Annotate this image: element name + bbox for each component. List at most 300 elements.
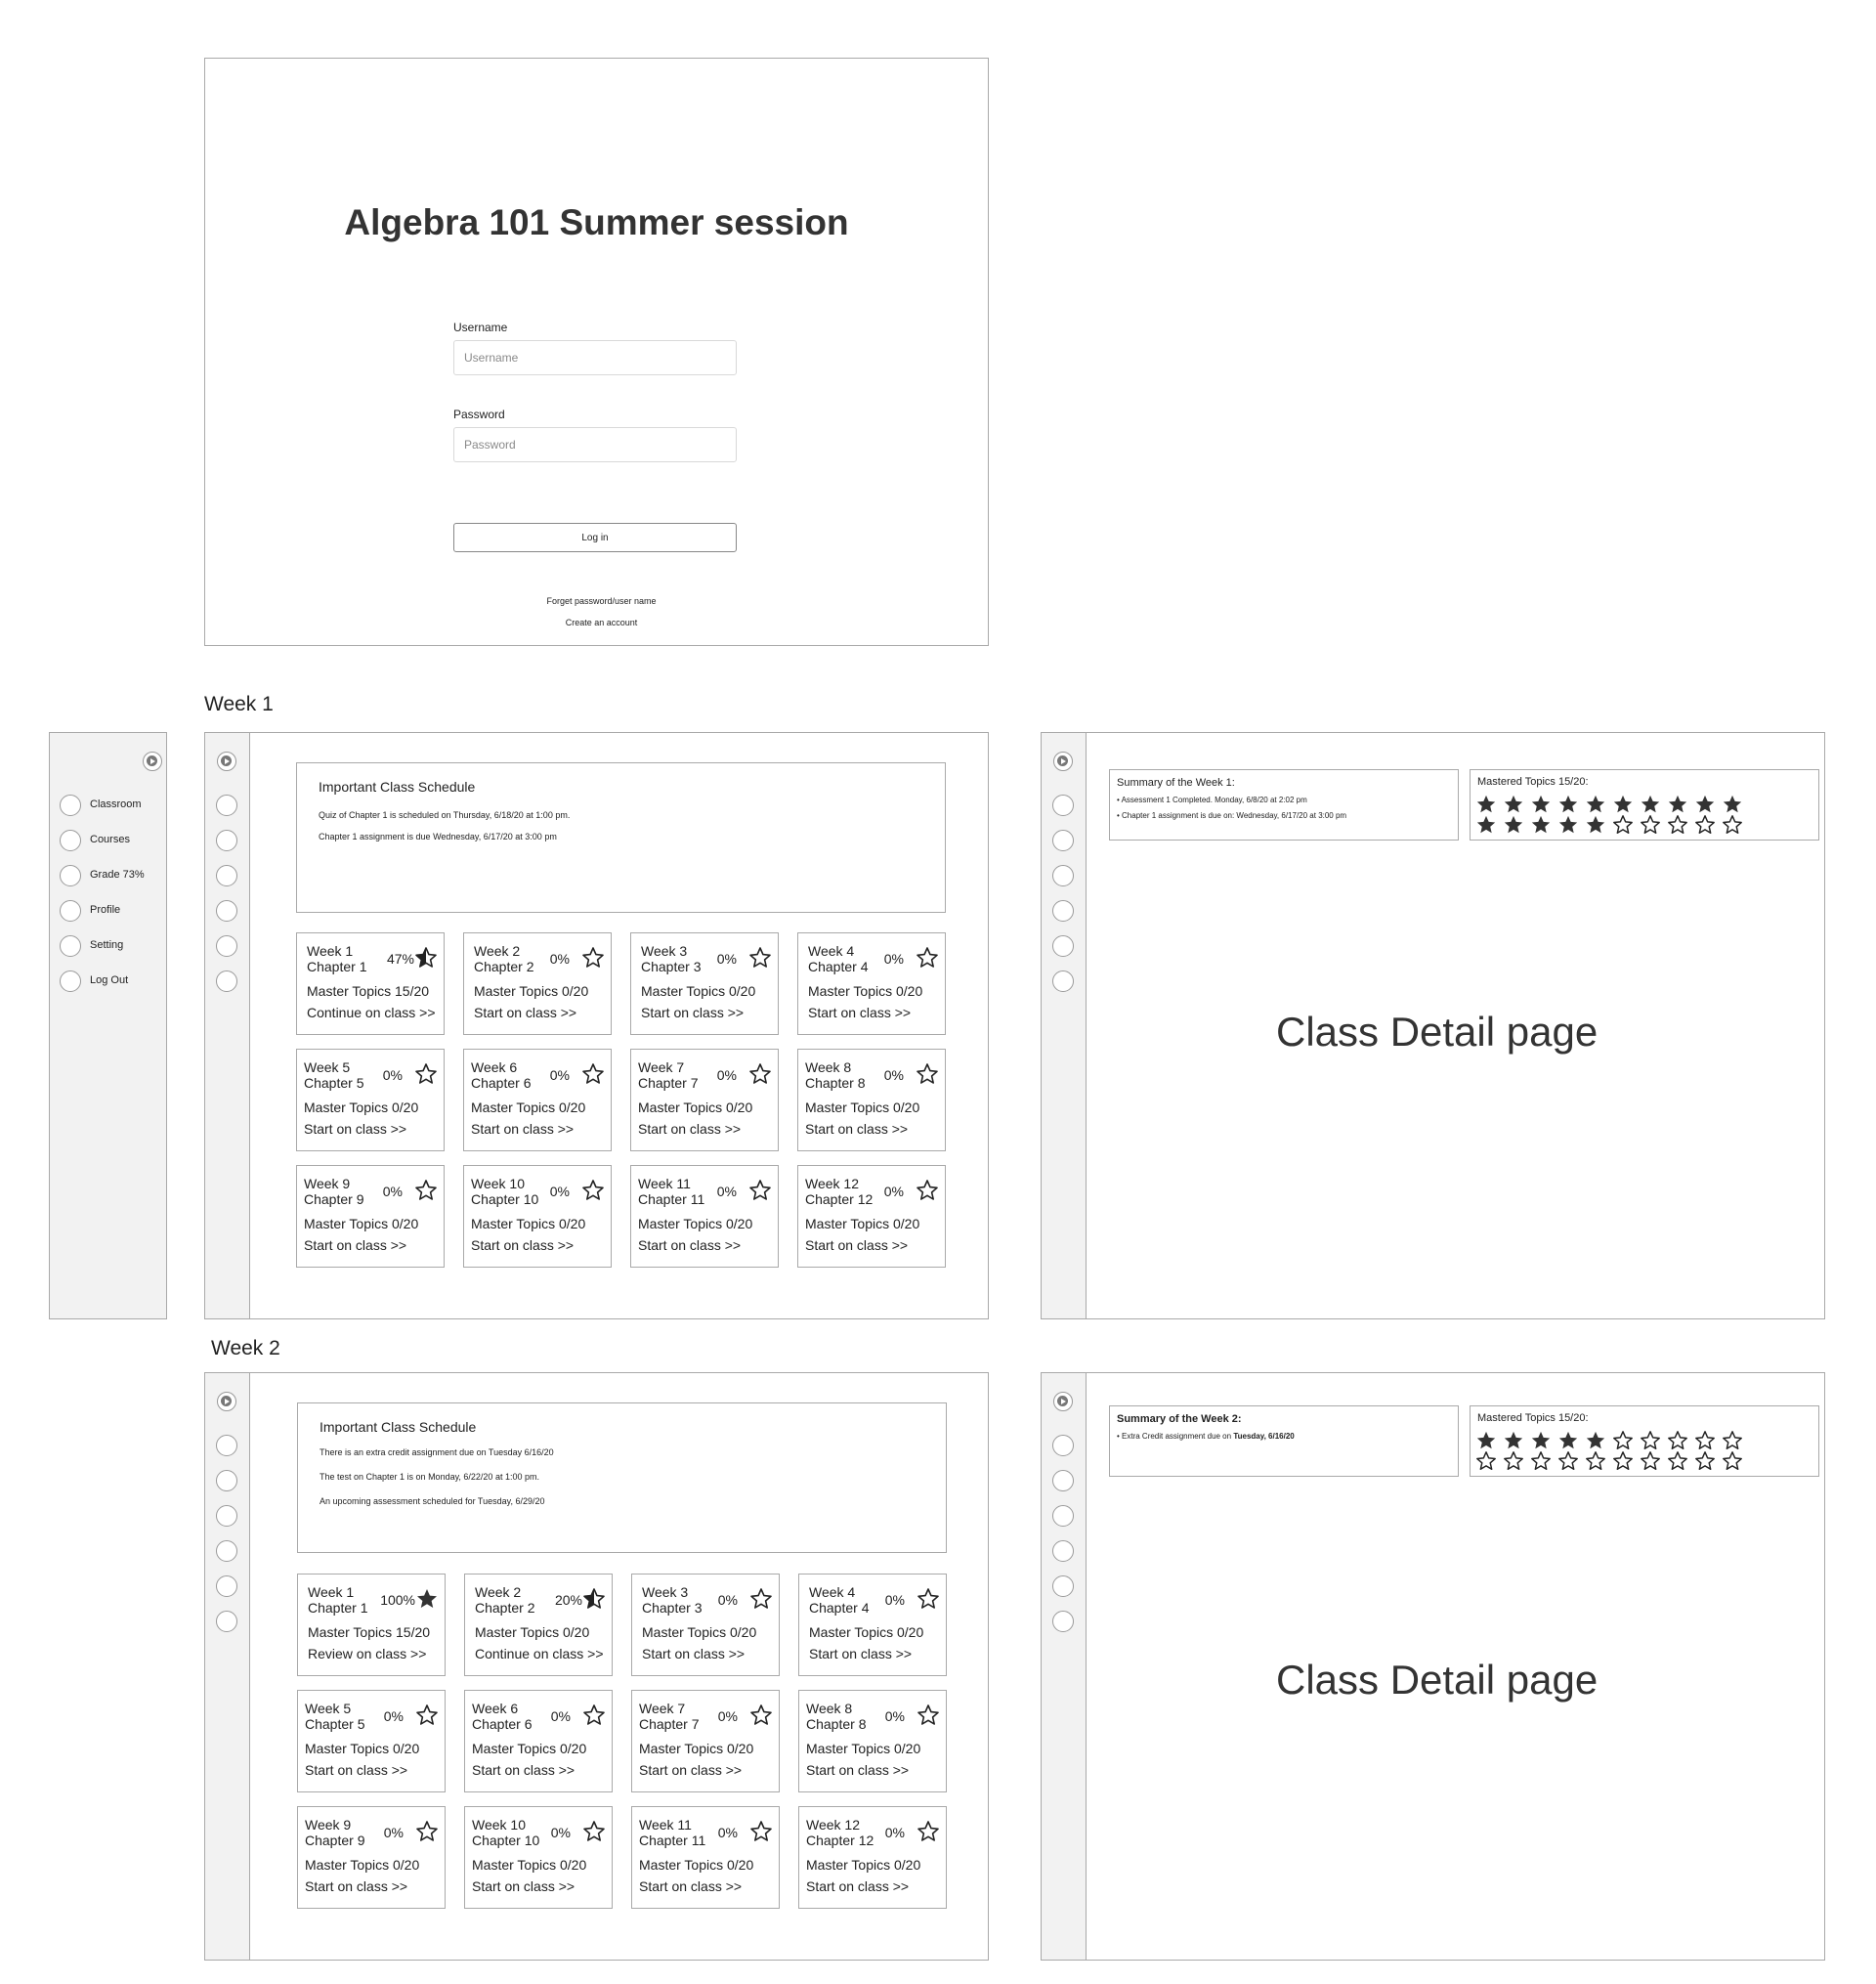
star-empty-icon (748, 1062, 772, 1086)
week-card[interactable] (631, 1574, 780, 1676)
star-empty-icon (917, 1587, 940, 1611)
mastered-topics-label: Mastered Topics 15/20: (1477, 776, 1589, 788)
icon-rail (205, 1373, 250, 1960)
progress-star-icon (749, 1587, 773, 1611)
card-progress: 0% (717, 1825, 738, 1840)
summary-title: Summary of the Week 2: (1117, 1413, 1242, 1425)
week-summary-box (1109, 769, 1459, 841)
card-progress: 0% (717, 1592, 738, 1608)
rail-nav-icon[interactable] (1052, 1505, 1074, 1527)
star-half-icon (582, 1587, 606, 1611)
mastered-star-icon (1694, 794, 1716, 815)
username-input[interactable] (453, 340, 737, 375)
week-card[interactable] (798, 1690, 947, 1792)
card-master-topics: Master Topics 0/20 (639, 1857, 754, 1873)
progress-star-icon (916, 1179, 939, 1202)
week-card[interactable] (297, 1574, 446, 1676)
mastered-star-icon (1475, 794, 1497, 815)
mastered-star-icon (1475, 1450, 1497, 1472)
expand-arrow-icon[interactable] (1053, 752, 1073, 771)
star-full-icon (415, 1587, 439, 1611)
card-start-link[interactable]: Start on class >> (474, 1005, 577, 1020)
card-progress: 0% (549, 1184, 570, 1199)
card-chapter: Chapter 9 (305, 1833, 365, 1848)
rail-nav-icon[interactable] (216, 1435, 237, 1456)
mastered-star-icon (1722, 814, 1743, 836)
progress-star-icon (916, 946, 939, 970)
card-progress: 0% (549, 1067, 570, 1083)
mastered-star-icon (1585, 814, 1606, 836)
card-start-link[interactable]: Start on class >> (805, 1237, 909, 1253)
card-progress: 0% (382, 1067, 403, 1083)
card-title (305, 1817, 364, 1848)
schedule-line: The test on Chapter 1 is on Monday, 6/22/20 at 1:00 pm. (320, 1472, 539, 1482)
mastered-star-icon (1503, 1430, 1524, 1451)
progress-star-icon (581, 1062, 605, 1086)
week-card[interactable] (296, 1049, 445, 1151)
star-empty-icon (916, 946, 939, 970)
card-week: Week 12 (805, 1176, 859, 1191)
week-card[interactable] (630, 1049, 779, 1151)
card-start-link[interactable]: Start on class >> (642, 1646, 746, 1661)
card-master-topics: Master Topics 0/20 (474, 983, 589, 999)
mastered-star-icon (1694, 814, 1716, 836)
nav-circle-icon (60, 900, 81, 922)
mastered-star-icon (1557, 814, 1579, 836)
mastered-stars-row (1475, 1430, 1743, 1451)
card-title (472, 1817, 539, 1848)
star-half-icon (414, 946, 438, 970)
rail-nav-icon[interactable] (1052, 900, 1074, 922)
login-button[interactable]: Log in (453, 523, 737, 552)
card-title (475, 1584, 534, 1616)
card-master-topics: Master Topics 0/20 (805, 1216, 920, 1231)
card-start-link[interactable]: Start on class >> (638, 1121, 742, 1137)
card-week: Week 9 (304, 1176, 351, 1191)
mastered-star-icon (1667, 814, 1688, 836)
star-empty-icon (917, 1820, 940, 1843)
rail-nav-icon[interactable] (1052, 1540, 1074, 1562)
card-week: Week 1 (307, 943, 354, 959)
card-chapter: Chapter 6 (472, 1716, 533, 1732)
card-master-topics: Master Topics 0/20 (809, 1624, 924, 1640)
card-start-link[interactable]: Start on class >> (638, 1237, 742, 1253)
mastered-star-icon (1475, 814, 1497, 836)
rail-nav-icon[interactable] (216, 865, 237, 886)
progress-star-icon (415, 1704, 439, 1727)
card-progress: 0% (549, 951, 570, 967)
card-start-link[interactable]: Start on class >> (809, 1646, 913, 1661)
star-empty-icon (581, 1179, 605, 1202)
card-title (638, 1059, 698, 1091)
rail-nav-icon[interactable] (1052, 1575, 1074, 1597)
schedule-line: Chapter 1 assignment is due Wednesday, 6/17/20 at 3:00 pm (319, 832, 557, 841)
card-start-link[interactable]: Start on class >> (806, 1878, 910, 1894)
mastered-star-icon (1722, 1450, 1743, 1472)
star-empty-icon (582, 1704, 606, 1727)
mastered-stars-row (1475, 794, 1743, 815)
week-summary-box (1109, 1405, 1459, 1477)
progress-star-icon (749, 1820, 773, 1843)
mastered-star-icon (1612, 794, 1634, 815)
card-master-topics: Master Topics 0/20 (472, 1741, 587, 1756)
rail-nav-icon[interactable] (1052, 935, 1074, 957)
progress-star-icon (748, 1062, 772, 1086)
mastered-star-icon (1640, 1430, 1661, 1451)
card-progress: 0% (717, 1708, 738, 1724)
star-empty-icon (749, 1587, 773, 1611)
card-week: Week 8 (806, 1701, 853, 1716)
card-title (472, 1701, 532, 1732)
card-progress: 0% (884, 1592, 905, 1608)
mastered-star-icon (1722, 1430, 1743, 1451)
card-week: Week 4 (808, 943, 855, 959)
week2-label: Week 2 (211, 1337, 280, 1359)
card-master-topics: Master Topics 0/20 (638, 1216, 753, 1231)
progress-star-icon (581, 946, 605, 970)
week-card[interactable] (297, 1690, 446, 1792)
progress-star-icon (414, 946, 438, 970)
rail-nav-icon[interactable] (216, 935, 237, 957)
card-week: Week 2 (475, 1584, 522, 1600)
progress-star-icon (748, 946, 772, 970)
star-empty-icon (916, 1179, 939, 1202)
card-title (639, 1701, 699, 1732)
mastered-star-icon (1585, 1430, 1606, 1451)
card-progress: 0% (716, 1184, 737, 1199)
card-progress: 0% (884, 1825, 905, 1840)
card-chapter: Chapter 5 (304, 1075, 364, 1091)
card-start-link[interactable]: Start on class >> (806, 1762, 910, 1778)
card-title (639, 1817, 705, 1848)
create-account-link[interactable]: Create an account (565, 618, 638, 627)
card-master-topics: Master Topics 0/20 (806, 1857, 921, 1873)
card-master-topics: Master Topics 0/20 (475, 1624, 590, 1640)
star-empty-icon (581, 946, 605, 970)
card-progress: 100% (380, 1592, 415, 1608)
progress-star-icon (582, 1704, 606, 1727)
mastered-star-icon (1503, 814, 1524, 836)
sidebar-item-label: Courses (90, 834, 130, 845)
card-title (806, 1817, 874, 1848)
nav-circle-icon (60, 970, 81, 992)
nav-circle-icon (60, 795, 81, 816)
card-title (805, 1176, 873, 1207)
card-start-link[interactable]: Start on class >> (472, 1878, 576, 1894)
card-master-topics: Master Topics 0/20 (305, 1857, 420, 1873)
rail-nav-icon[interactable] (216, 970, 237, 992)
summary-line: • Chapter 1 assignment is due on: Wednesday, 6/17/20 at 3:00 pm (1117, 811, 1347, 820)
card-start-link[interactable]: Start on class >> (471, 1237, 575, 1253)
password-input[interactable] (453, 427, 737, 462)
mastered-star-icon (1667, 1430, 1688, 1451)
card-start-link[interactable]: Start on class >> (304, 1237, 407, 1253)
mastered-stars-row (1475, 814, 1743, 836)
mastered-star-icon (1530, 814, 1552, 836)
card-week: Week 8 (805, 1059, 852, 1075)
card-chapter: Chapter 7 (638, 1075, 699, 1091)
rail-nav-icon[interactable] (1052, 830, 1074, 851)
mastered-star-icon (1612, 1430, 1634, 1451)
mastered-star-icon (1503, 794, 1524, 815)
week-card[interactable] (464, 1806, 613, 1909)
schedule-panel (296, 762, 946, 913)
expand-arrow-icon[interactable] (217, 1392, 236, 1411)
card-progress: 0% (716, 951, 737, 967)
rail-nav-icon[interactable] (216, 795, 237, 816)
card-chapter: Chapter 4 (809, 1600, 870, 1616)
card-master-topics: Master Topics 0/20 (642, 1624, 757, 1640)
card-week: Week 3 (641, 943, 688, 959)
week-card[interactable] (296, 1165, 445, 1268)
mastered-star-icon (1530, 1450, 1552, 1472)
week-card[interactable] (464, 1574, 613, 1676)
week-card[interactable] (296, 932, 445, 1035)
card-title (808, 943, 868, 974)
card-start-link[interactable]: Start on class >> (305, 1878, 408, 1894)
card-master-topics: Master Topics 0/20 (305, 1741, 420, 1756)
card-title (305, 1701, 364, 1732)
mastered-star-icon (1640, 814, 1661, 836)
week1-label: Week 1 (204, 693, 274, 715)
nav-circle-icon (60, 830, 81, 851)
week-card[interactable] (463, 1165, 612, 1268)
card-title (638, 1176, 704, 1207)
card-master-topics: Master Topics 0/20 (638, 1100, 753, 1115)
mastered-star-icon (1503, 1450, 1524, 1472)
card-title (641, 943, 701, 974)
card-chapter: Chapter 6 (471, 1075, 532, 1091)
schedule-line: There is an extra credit assignment due on Tuesday 6/16/20 (320, 1447, 554, 1457)
mastered-star-icon (1667, 794, 1688, 815)
mastered-star-icon (1557, 1430, 1579, 1451)
card-start-link[interactable]: Start on class >> (805, 1121, 909, 1137)
collapse-arrow-icon[interactable] (143, 752, 162, 771)
card-start-link[interactable]: Start on class >> (305, 1762, 408, 1778)
card-chapter: Chapter 7 (639, 1716, 700, 1732)
week-card[interactable] (797, 932, 946, 1035)
week-card[interactable] (630, 932, 779, 1035)
week-card[interactable] (464, 1690, 613, 1792)
card-title (471, 1059, 531, 1091)
rail-nav-icon[interactable] (216, 1611, 237, 1632)
sidebar-item-label: Profile (90, 904, 121, 916)
card-chapter: Chapter 10 (472, 1833, 540, 1848)
card-week: Week 12 (806, 1817, 860, 1833)
card-start-link[interactable]: Start on class >> (808, 1005, 912, 1020)
rail-nav-icon[interactable] (1052, 865, 1074, 886)
star-empty-icon (414, 1062, 438, 1086)
forgot-password-link[interactable]: Forget password/user name (546, 596, 657, 606)
sidebar-item-label: Log Out (90, 974, 129, 986)
card-start-link[interactable]: Start on class >> (472, 1762, 576, 1778)
star-empty-icon (916, 1062, 939, 1086)
card-master-topics: Master Topics 0/20 (641, 983, 756, 999)
card-chapter: Chapter 4 (808, 959, 869, 974)
card-week: Week 9 (305, 1817, 352, 1833)
card-progress: 0% (383, 1825, 404, 1840)
rail-nav-icon[interactable] (1052, 1611, 1074, 1632)
rail-nav-icon[interactable] (216, 1575, 237, 1597)
week-card[interactable] (630, 1165, 779, 1268)
mastered-star-icon (1612, 814, 1634, 836)
rail-nav-icon[interactable] (216, 900, 237, 922)
week-card[interactable] (631, 1806, 780, 1909)
password-label: Password (453, 408, 505, 421)
card-master-topics: Master Topics 0/20 (471, 1216, 586, 1231)
card-start-link[interactable]: Start on class >> (641, 1005, 745, 1020)
summary-line (1117, 1432, 1295, 1441)
card-progress: 0% (883, 951, 904, 967)
progress-star-icon (916, 1062, 939, 1086)
card-title (471, 1176, 538, 1207)
mastered-star-icon (1612, 1450, 1634, 1472)
card-master-topics: Master Topics 0/20 (304, 1100, 419, 1115)
card-master-topics: Master Topics 0/20 (805, 1100, 920, 1115)
progress-star-icon (415, 1587, 439, 1611)
login-title: Algebra 101 Summer session (344, 202, 849, 242)
star-empty-icon (749, 1820, 773, 1843)
card-title (809, 1584, 869, 1616)
card-week: Week 6 (472, 1701, 519, 1716)
star-empty-icon (748, 946, 772, 970)
rail-nav-icon[interactable] (216, 1505, 237, 1527)
rail-nav-icon[interactable] (216, 1540, 237, 1562)
icon-rail (1042, 1373, 1087, 1960)
rail-nav-icon[interactable] (1052, 1470, 1074, 1491)
progress-star-icon (582, 1587, 606, 1611)
card-chapter: Chapter 9 (304, 1191, 364, 1207)
card-chapter: Chapter 3 (641, 959, 702, 974)
card-chapter: Chapter 3 (642, 1600, 703, 1616)
expand-arrow-icon[interactable] (217, 752, 236, 771)
week2-detail-page (1041, 1372, 1825, 1961)
week-card[interactable] (297, 1806, 446, 1909)
mastered-star-icon (1530, 794, 1552, 815)
card-progress: 47% (386, 951, 414, 967)
star-empty-icon (415, 1820, 439, 1843)
mastered-star-icon (1640, 794, 1661, 815)
schedule-title: Important Class Schedule (320, 1419, 477, 1435)
star-empty-icon (581, 1062, 605, 1086)
progress-star-icon (917, 1587, 940, 1611)
mastered-topics-box (1470, 1405, 1819, 1477)
card-week: Week 11 (638, 1176, 691, 1191)
mastered-star-icon (1640, 1450, 1661, 1472)
week-card[interactable] (797, 1165, 946, 1268)
card-week: Week 7 (639, 1701, 686, 1716)
card-progress: 0% (382, 1184, 403, 1199)
mastered-star-icon (1585, 1450, 1606, 1472)
sidebar-item-label: Grade 73% (90, 869, 145, 881)
week1-detail-page (1041, 732, 1825, 1319)
card-week: Week 3 (642, 1584, 689, 1600)
card-chapter: Chapter 10 (471, 1191, 539, 1207)
card-master-topics: Master Topics 15/20 (308, 1624, 431, 1640)
card-title (307, 943, 366, 974)
star-empty-icon (582, 1820, 606, 1843)
expand-arrow-icon[interactable] (1053, 1392, 1073, 1411)
mastered-star-icon (1694, 1430, 1716, 1451)
week-card[interactable] (798, 1574, 947, 1676)
card-start-link[interactable]: Continue on class >> (475, 1646, 604, 1661)
schedule-panel (297, 1402, 947, 1553)
card-start-link[interactable]: Start on class >> (304, 1121, 407, 1137)
week1-dashboard (204, 732, 989, 1319)
card-progress: 0% (883, 1184, 904, 1199)
card-title (474, 943, 533, 974)
progress-star-icon (415, 1820, 439, 1843)
card-progress: 0% (550, 1708, 571, 1724)
card-master-topics: Master Topics 15/20 (307, 983, 430, 999)
card-chapter: Chapter 12 (805, 1191, 874, 1207)
rail-nav-icon[interactable] (1052, 970, 1074, 992)
mastered-star-icon (1530, 1430, 1552, 1451)
card-progress: 0% (383, 1708, 404, 1724)
mastered-star-icon (1557, 1450, 1579, 1472)
nav-circle-icon (60, 935, 81, 957)
card-start-link[interactable]: Review on class >> (308, 1646, 427, 1661)
card-start-link[interactable]: Start on class >> (639, 1762, 743, 1778)
rail-nav-icon[interactable] (216, 1470, 237, 1491)
week-card[interactable] (798, 1806, 947, 1909)
summary-line-date: Tuesday, 6/16/20 (1233, 1432, 1295, 1441)
card-master-topics: Master Topics 0/20 (471, 1100, 586, 1115)
progress-star-icon (414, 1179, 438, 1202)
week-card[interactable] (463, 932, 612, 1035)
card-title (304, 1059, 363, 1091)
mastered-topics-box (1470, 769, 1819, 841)
rail-nav-icon[interactable] (1052, 795, 1074, 816)
schedule-line: Quiz of Chapter 1 is scheduled on Thursday, 6/18/20 at 1:00 pm. (319, 810, 571, 820)
class-detail-title: Class Detail page (1276, 1657, 1599, 1703)
card-start-link[interactable]: Start on class >> (471, 1121, 575, 1137)
week-card[interactable] (797, 1049, 946, 1151)
star-empty-icon (415, 1704, 439, 1727)
card-title (308, 1584, 367, 1616)
card-start-link[interactable]: Continue on class >> (307, 1005, 436, 1020)
card-progress: 0% (550, 1825, 571, 1840)
mastered-star-icon (1475, 1430, 1497, 1451)
progress-star-icon (748, 1179, 772, 1202)
week-card[interactable] (463, 1049, 612, 1151)
schedule-line: An upcoming assessment scheduled for Tuesday, 6/29/20 (320, 1496, 545, 1506)
rail-nav-icon[interactable] (216, 830, 237, 851)
week-card[interactable] (631, 1690, 780, 1792)
card-title (642, 1584, 702, 1616)
card-master-topics: Master Topics 0/20 (808, 983, 923, 999)
rail-nav-icon[interactable] (1052, 1435, 1074, 1456)
card-week: Week 5 (304, 1059, 351, 1075)
star-empty-icon (414, 1179, 438, 1202)
card-week: Week 4 (809, 1584, 856, 1600)
card-chapter: Chapter 8 (806, 1716, 867, 1732)
card-chapter: Chapter 12 (806, 1833, 874, 1848)
card-week: Week 10 (472, 1817, 526, 1833)
card-week: Week 5 (305, 1701, 352, 1716)
card-week: Week 1 (308, 1584, 355, 1600)
progress-star-icon (917, 1704, 940, 1727)
week2-dashboard (204, 1372, 989, 1961)
card-chapter: Chapter 11 (639, 1833, 706, 1848)
card-chapter: Chapter 1 (308, 1600, 368, 1616)
card-start-link[interactable]: Start on class >> (639, 1878, 743, 1894)
card-progress: 0% (716, 1067, 737, 1083)
progress-star-icon (917, 1820, 940, 1843)
sidebar-item-label: Classroom (90, 798, 142, 810)
mastered-star-icon (1667, 1450, 1688, 1472)
mastered-topics-label: Mastered Topics 15/20: (1477, 1412, 1589, 1424)
